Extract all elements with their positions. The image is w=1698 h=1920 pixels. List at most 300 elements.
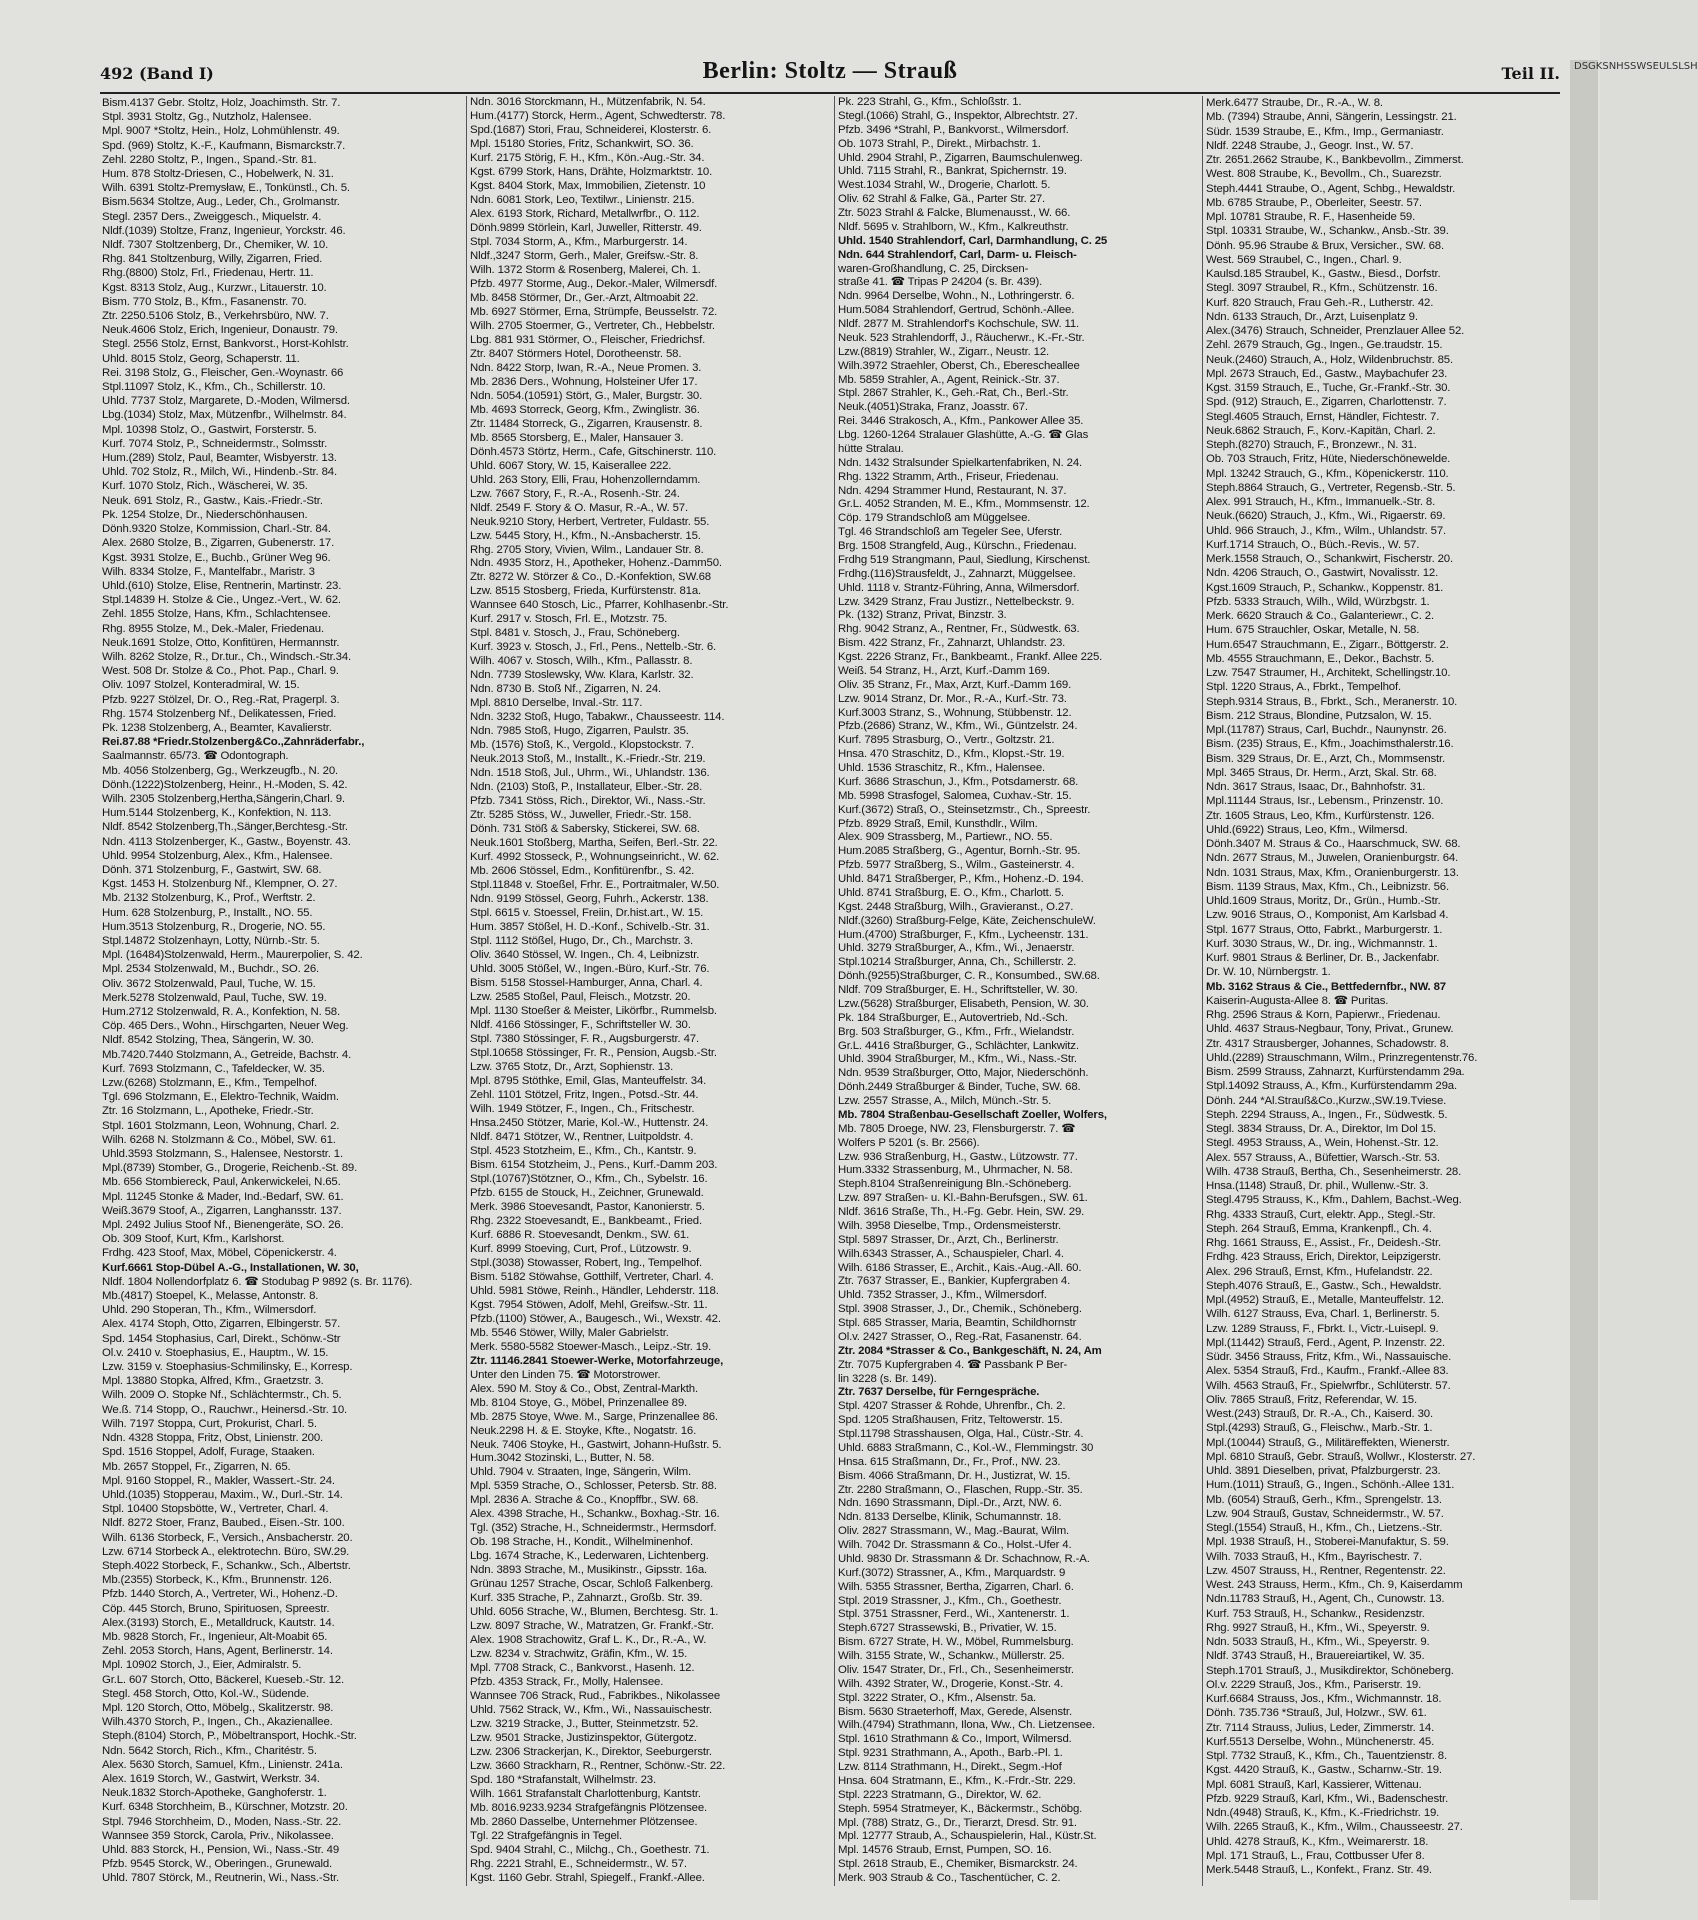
directory-entry: Spd. (969) Stoltz, K.-F., Kaufmann, Bismarckstr.7. bbox=[102, 139, 346, 152]
directory-entry: Dönh. 735.736 *Strauß, Jul, Holzwr., SW. 61. bbox=[1206, 1707, 1427, 1720]
directory-entry: Lzw. 936 Straßenburg, H., Gastw., Lützowstr. 77. bbox=[838, 1150, 1078, 1163]
directory-entry: Stpl.11798 Strasshausen, Olga, Hal., Cüstr.-Str. 4. bbox=[838, 1428, 1084, 1440]
directory-entry: Ztr. 8272 W. Störzer & Co., D.-Konfektion, SW.68 bbox=[470, 571, 711, 584]
directory-entry: Nldf. 8471 Stötzer, W., Rentner, Luitpoldstr. 4. bbox=[470, 1130, 694, 1143]
directory-entry: Kurf. 8999 Stoeving, Curt, Prof., Lützowstr. 9. bbox=[470, 1242, 692, 1255]
directory-entry: Stpl. 5897 Strasser, Dr., Arzt, Ch., Berlinerstr. bbox=[838, 1233, 1059, 1246]
directory-entry: Ndn. 5054.(10591) Stört, G., Maler, Burgstr. 30. bbox=[470, 389, 703, 402]
directory-entry: Oliv. 3640 Stössel, W. Ingen., Ch. 4, Leibnizstr. bbox=[470, 949, 700, 962]
directory-entry: Ndn. 4206 Strauch, O., Gastwirt, Novalisstr. 12. bbox=[1206, 567, 1439, 580]
directory-entry: Cöp. 445 Storch, Bruno, Spirituosen, Spreestr. bbox=[102, 1602, 330, 1615]
column-2 bbox=[470, 96, 832, 1886]
directory-entry: Neuk.1691 Stolze, Otto, Konfitüren, Hermannstr. bbox=[102, 636, 340, 649]
directory-entry: Uhld. 4278 Strauß, K., Kfm., Weimarerstr. 18. bbox=[1206, 1835, 1429, 1848]
directory-entry: Ztr. 11146.2841 Stoewer-Werke, Motorfahrzeuge, bbox=[470, 1354, 724, 1367]
directory-entry: Neuk.(2460) Strauch, A., Holz, Wildenbruchstr. 85. bbox=[1206, 353, 1454, 366]
directory-entry: Pk. 184 Straßburger, E., Autovertrieb, Nd.-Sch. bbox=[838, 1011, 1068, 1024]
directory-entry: Unter den Linden 75. ☎ Motorstrower. bbox=[470, 1368, 661, 1381]
directory-entry: Weiß. 54 Stranz, H., Arzt, Kurf.-Damm 169. bbox=[838, 664, 1050, 677]
directory-entry: Nldf.,3247 Storm, Gerh., Maler, Greifsw.-Str. 8. bbox=[470, 249, 699, 262]
directory-entry: Hum.(4177) Storck, Herm., Agent, Schwedterstr. 78. bbox=[470, 109, 726, 122]
directory-entry: Pfzb. 5977 Straßberg, S., Wilm., Gasteinerstr. 4. bbox=[838, 859, 1075, 872]
directory-entry: Nldf. 8542 Stolzing, Thea, Sängerin, W. 30. bbox=[102, 1034, 314, 1047]
directory-entry: Neuk. 691 Stolz, R., Gastw., Kais.-Friedr.-Str. bbox=[102, 494, 323, 507]
directory-entry: Ndn. (2103) Stoß, P., Installateur, Elber.-Str. 28. bbox=[470, 781, 703, 794]
directory-entry: Lzw. 8097 Strache, W., Matratzen, Gr. Frankf.-Str. bbox=[470, 1620, 714, 1633]
directory-entry: Mb. (1576) Stoß, K., Vergold., Klopstockstr. 7. bbox=[470, 739, 695, 752]
directory-entry: Wilh. 6136 Storbeck, F., Versich., Ansbacherstr. 20. bbox=[102, 1531, 353, 1544]
directory-entry: Dönh.9899 Störlein, Karl, Juweller, Ritterstr. 49. bbox=[470, 221, 702, 234]
directory-entry: Bism. 212 Straus, Blondine, Putzsalon, W. 15. bbox=[1206, 709, 1432, 722]
directory-entry: Wilh. 1661 Strafanstalt Charlottenburg, Kantstr. bbox=[470, 1788, 701, 1801]
directory-entry: Ztr. 7637 Strasser, E., Bankier, Kupfergraben 4. bbox=[838, 1275, 1071, 1288]
directory-entry: Lzw. 8515 Stosberg, Frieda, Kurfürstenstr. 81a. bbox=[470, 585, 702, 598]
directory-entry: Wilh.(4794) Strathmann, Ilona, Ww., Ch. Lietzensee. bbox=[838, 1719, 1095, 1732]
directory-entry: Mpl. 9160 Stoppel, R., Makler, Wassert.-Str. 24. bbox=[102, 1474, 335, 1487]
directory-entry: Uhld. 3891 Dieselben, privat, Pfalzburgerstr. 23. bbox=[1206, 1465, 1441, 1477]
directory-entry: Dönh.(9255)Straßburger, C. R., Konsumbed., SW.68. bbox=[838, 970, 1100, 983]
directory-entry: Ztr. 5285 Stöss, W., Juweller, Friedr.-Str. 158. bbox=[470, 809, 692, 822]
directory-entry: Rhg. 841 Stoltzenburg, Willy, Zigarren, Fried. bbox=[102, 253, 323, 266]
directory-entry: Südr. 3456 Strauss, Fritz, Kfm., Wi., Nassauische. bbox=[1206, 1351, 1452, 1363]
directory-entry: Hum.2085 Straßberg, G., Agentur, Bornh.-Str. 95. bbox=[838, 845, 1081, 858]
directory-entry: Rhg. 9927 Strauß, H., Kfm., Wi., Speyerstr. 9. bbox=[1206, 1621, 1430, 1634]
column-divider bbox=[1202, 96, 1203, 1886]
directory-entry: Ndn. 3016 Storckmann, H., Mützenfabrik, N. 54. bbox=[470, 96, 706, 108]
directory-entry: Mpl. 5359 Strache, O., Schlosser, Petersb. Str. 88. bbox=[470, 1480, 717, 1493]
directory-entry: Alex. 6193 Stork, Richard, Metallwrfbr., O. 112. bbox=[470, 207, 700, 220]
directory-entry: Steph.8104 Straßenreinigung Bln.-Schöneberg. bbox=[838, 1178, 1072, 1191]
directory-entry: Ndn. 6081 Stork, Leo, Textilwr., Linienstr. 215. bbox=[470, 193, 695, 206]
directory-entry: Wannsee 640 Stosch, Lic., Pfarrer, Kohlhasenbr.-Str. bbox=[470, 599, 729, 612]
directory-entry: Rhg. 1661 Strauss, E., Assist., Fr., Deidesh.-Str. bbox=[1206, 1237, 1441, 1249]
directory-entry: Mpl. 6810 Strauß, Gebr. Strauß, Wollwr., Klosterstr. 27. bbox=[1206, 1450, 1476, 1463]
directory-entry: Mb. 6927 Störmer, Erna, Strümpfe, Beusselstr. 72. bbox=[470, 305, 718, 318]
directory-entry: Ndn. 1031 Straus, Max, Kfm., Oranienburgerstr. 13. bbox=[1206, 866, 1459, 879]
directory-entry: Ndn. 1690 Strassmann, Dipl.-Dr., Arzt, NW. 6. bbox=[838, 1497, 1062, 1510]
directory-entry: Uhld.(1035) Stopperau, Maxim., W., Durl.-Str. 14. bbox=[102, 1488, 343, 1501]
directory-entry: Spd.(1687) Stori, Frau, Schneiderei, Klosterstr. 6. bbox=[470, 123, 712, 136]
directory-entry: Lbg. 881 931 Störmer, O., Fleischer, Friedrichsf. bbox=[470, 333, 706, 346]
directory-entry: Nldf. 1804 Nollendorfplatz 6. ☎ Stodubag P 9892 (s. Br. 1176). bbox=[102, 1275, 413, 1288]
directory-entry: Ztr. 4317 Strausberger, Johannes, Schadowstr. 8. bbox=[1206, 1037, 1449, 1050]
directory-entry: Alex.(3476) Strauch, Schneider, Prenzlauer Allee 52. bbox=[1206, 325, 1465, 337]
directory-entry: Pfzb. 5333 Strauch, Wilh., Wild, Würzbgstr. 1. bbox=[1206, 595, 1430, 608]
directory-entry: Mb. 7805 Droege, NW. 23, Flensburgerstr. 7. ☎ bbox=[838, 1122, 1076, 1135]
directory-entry: Wilh. 7033 Strauß, H., Kfm., Bayrischestr. 7. bbox=[1206, 1550, 1423, 1563]
directory-entry: Stpl. 1220 Straus, A., Fbrkt., Tempelhof. bbox=[1206, 681, 1401, 694]
directory-entry: Steph.9314 Straus, B., Fbrkt., Sch., Meranerstr. 10. bbox=[1206, 695, 1458, 708]
directory-entry: Merk. 5580-5582 Stoewer-Masch., Leipz.-Str. 19. bbox=[470, 1340, 712, 1353]
directory-entry: Uhld. 4637 Straus-Negbaur, Tony, Privat., Grunew. bbox=[1206, 1023, 1454, 1036]
directory-entry: Wilh. 2009 O. Stopke Nf., Schlächtermstr., Ch. 5. bbox=[102, 1389, 342, 1402]
directory-entry: Hum. 3857 Stößel, H. D.-Konf., Schivelb.-Str. 31. bbox=[470, 921, 710, 934]
directory-entry: Kurf. 820 Strauch, Frau Geh.-R., Lutherstr. 42. bbox=[1206, 296, 1434, 309]
directory-entry: Uhld. 1118 v. Strantz-Führing, Anna, Wilmersdorf. bbox=[838, 581, 1080, 594]
directory-entry: Kurf. 2175 Störig, F. H., Kfm., Kön.-Aug.-Str. 34. bbox=[470, 151, 705, 164]
directory-entry: Alex. 909 Strassberg, M., Partiewr., NO. 55. bbox=[838, 831, 1053, 844]
directory-entry: Stpl.14872 Stolzenhayn, Lotty, Nürnb.-Str. 5. bbox=[102, 934, 320, 947]
directory-entry: Mpl.(10044) Strauß, G., Militäreffekten, Wienerstr. bbox=[1206, 1436, 1450, 1449]
directory-entry: Hnsa. 604 Stratmann, E., Kfm., K.-Frdr.-Str. 229. bbox=[838, 1774, 1076, 1787]
directory-entry: Wilh. 1949 Stötzer, F., Ingen., Ch., Fritschestr. bbox=[470, 1102, 695, 1115]
directory-entry: Stpl. 8481 v. Stosch, J., Frau, Schöneberg. bbox=[470, 627, 680, 640]
directory-entry: Stpl. 4523 Stotzheim, E., Kfm., Ch., Kantstr. 9. bbox=[470, 1144, 697, 1157]
directory-entry: Stpl.(3038) Stowasser, Robert, Ing., Tempelhof. bbox=[470, 1256, 703, 1269]
directory-entry: Wilh.6343 Strasser, A., Schauspieler, Charl. 4. bbox=[838, 1247, 1064, 1260]
directory-entry: hütte Stralau. bbox=[838, 442, 904, 455]
directory-entry: Spd. 1205 Straßhausen, Fritz, Teltowerstr. 15. bbox=[838, 1414, 1063, 1427]
directory-entry: Stpl. 4207 Strasser & Rohde, Uhrenfbr., Ch. 2. bbox=[838, 1400, 1066, 1413]
directory-entry: Neuk.1832 Storch-Apotheke, Ganghoferstr. 1. bbox=[102, 1787, 327, 1800]
directory-entry: Südr. 1539 Straube, E., Kfm., Imp., Germaniastr. bbox=[1206, 125, 1444, 138]
directory-entry: Ndn. 9199 Stössel, Georg, Fuhrh., Ackerstr. 138. bbox=[470, 893, 709, 906]
directory-entry: Dönh.2449 Straßburger & Binder, Tuche, SW. 68. bbox=[838, 1081, 1081, 1094]
directory-entry: Mpl. 2673 Strauch, Ed., Gastw., Maybachufer 23. bbox=[1206, 367, 1448, 380]
directory-entry: Lzw. 3660 Strackharn, R., Rentner, Schönw.-Str. 22. bbox=[470, 1760, 726, 1773]
directory-entry: Kgst. 3931 Stolze, E., Buchb., Grüner Weg 96. bbox=[102, 551, 331, 564]
directory-entry: Pk. (132) Stranz, Privat, Binzstr. 3. bbox=[838, 609, 1007, 622]
directory-entry: Stpl. 1677 Straus, Otto, Fabrkt., Marburgerstr. 1. bbox=[1206, 923, 1443, 936]
directory-entry: Rhg. 1574 Stolzenberg Nf., Delikatessen, Fried. bbox=[102, 707, 337, 720]
directory-entry: Ztr. 2084 *Strasser & Co., Bankgeschäft, N. 24, Am bbox=[838, 1344, 1102, 1357]
directory-entry: Ndn. 3893 Strache, M., Musikinstr., Gipsstr. 16a. bbox=[470, 1564, 708, 1577]
directory-entry: Mpl. 14576 Straub, Ernst, Pumpen, SO. 16. bbox=[838, 1844, 1052, 1857]
directory-entry: Steph.8864 Strauch, G., Vertreter, Regensb.-Str. 5. bbox=[1206, 481, 1456, 494]
directory-entry: Hum. 878 Stoltz-Driesen, C., Hobelwerk, N. 31. bbox=[102, 168, 334, 181]
directory-entry: Kurf. 6348 Storchheim, B., Kürschner, Motzstr. 20. bbox=[102, 1801, 348, 1814]
directory-entry: Pfzb. 9229 Strauß, Karl, Kfm., Wi., Badenschestr. bbox=[1206, 1792, 1449, 1805]
directory-entry: Wilh. 4067 v. Stosch, Wilh., Kfm., Pallasstr. 8. bbox=[470, 655, 693, 668]
directory-entry: Stpl. 1610 Strathmann & Co., Import, Wilmersd. bbox=[838, 1733, 1072, 1746]
directory-entry: Ndn. 2677 Straus, M., Juwelen, Oranienburgstr. 64. bbox=[1206, 852, 1459, 865]
directory-entry: Lzw. 8114 Strathmann, H., Direkt., Segm.-Hof bbox=[838, 1761, 1062, 1773]
directory-entry: Stpl.11097 Stolz, K., Kfm., Ch., Schillerstr. 10. bbox=[102, 381, 326, 394]
directory-entry: Mb. 3162 Straus & Cie., Bettfedernfbr., NW. 87 bbox=[1206, 980, 1446, 993]
directory-entry: Wilh. 2265 Strauß, K., Kfm., Wilm., Chausseestr. 27. bbox=[1206, 1821, 1463, 1834]
directory-entry: Kurf. 2917 v. Stosch, Frl. E., Motzstr. 75. bbox=[470, 613, 668, 626]
directory-entry: Wilh. 6186 Strasser, E., Archit., Kais.-Aug.-All. 60. bbox=[838, 1261, 1082, 1274]
directory-entry: Lzw. 9016 Straus, O., Komponist, Am Karlsbad 4. bbox=[1206, 909, 1449, 922]
directory-entry: Nldf. 4166 Stössinger, F., Schriftsteller W. 30. bbox=[470, 1018, 691, 1031]
directory-entry: Ndn. 7985 Stoß, Hugo, Zigarren, Paulstr. 35. bbox=[470, 725, 689, 738]
directory-entry: Hnsa. 615 Straßmann, Dr., Fr., Prof., NW. 23. bbox=[838, 1455, 1061, 1468]
directory-entry: Rei.87.88 *Friedr.Stolzenberg&Co.,Zahnräderfabr., bbox=[102, 736, 365, 749]
directory-entry: Ndn. 5033 Strauß, H., Kfm., Wi., Speyerstr. 9. bbox=[1206, 1636, 1430, 1648]
directory-entry: waren-Großhandlung, C. 25, Dircksen- bbox=[838, 262, 1029, 275]
directory-entry: Mb. 2875 Stoye, Wwe. M., Sarge, Prinzenallee 86. bbox=[470, 1410, 718, 1423]
directory-entry: Pfzb. 4353 Strack, Fr., Molly, Halensee. bbox=[470, 1676, 664, 1689]
directory-entry: Uhld. 6056 Strache, W., Blumen, Berchtesg. Str. 1. bbox=[470, 1606, 719, 1619]
directory-entry: Ndn. 9539 Straßburger, Otto, Major, Niederschönh. bbox=[838, 1067, 1089, 1080]
directory-entry: Lzw. 3429 Stranz, Frau Justizr., Nettelbeckstr. 9. bbox=[838, 595, 1075, 608]
directory-entry: Ztr. 7114 Strauss, Julius, Leder, Zimmerstr. 14. bbox=[1206, 1721, 1435, 1734]
directory-entry: Mb. 4693 Storreck, Georg, Kfm., Zwinglistr. 36. bbox=[470, 403, 700, 416]
directory-entry: Mpl.(11442) Strauß, Ferd., Agent, P. Inzenstr. 22. bbox=[1206, 1336, 1446, 1349]
directory-entry: Lzw. 6714 Storbeck A., elektrotechn. Büro, SW.29. bbox=[102, 1545, 350, 1558]
directory-entry: Stpl. 7034 Storm, A., Kfm., Marburgerstr. 14. bbox=[470, 235, 688, 248]
directory-entry: Ndn. 4294 Strammer Hund, Restaurant, N. 37. bbox=[838, 484, 1067, 497]
directory-entry: Bism.4137 Gebr. Stoltz, Holz, Joachimsth. Str. 7. bbox=[102, 97, 341, 109]
directory-entry: Gr.L. 607 Storch, Otto, Bäckerel, Kueseb.-Str. 12. bbox=[102, 1673, 344, 1686]
directory-entry: Stpl. 3931 Stoltz, Gg., Nutzholz, Halensee. bbox=[102, 111, 312, 124]
directory-entry: Nldf. 7307 Stoltzenberg, Dr., Chemiker, W. 10. bbox=[102, 239, 329, 252]
directory-entry: Stpl.14092 Strauss, A., Kfm., Kurfürstendamm 29a. bbox=[1206, 1080, 1457, 1093]
directory-entry: Oliv. 7865 Strauß, Fritz, Referendar, W. 15. bbox=[1206, 1393, 1417, 1406]
directory-entry: Kurf.6661 Stop-Dübel A.-G., Installationen, W. 30, bbox=[102, 1261, 359, 1274]
directory-entry: Merk.5448 Strauß, L., Konfekt., Franz. Str. 49. bbox=[1206, 1864, 1432, 1876]
directory-entry: Ndn. 4328 Stoppa, Fritz, Obst, Linienstr. 200. bbox=[102, 1432, 324, 1445]
directory-entry: Uhld. 9954 Stolzenburg, Alex., Kfm., Halensee. bbox=[102, 849, 333, 862]
directory-entry: Zehl. 2679 Strauch, Gg., Ingen., Ge.traudstr. 15. bbox=[1206, 339, 1443, 352]
directory-entry: Cöp. 465 Ders., Wohn., Hirschgarten, Neuer Weg. bbox=[102, 1020, 349, 1033]
directory-entry: Mb. 5546 Stöwer, Willy, Maler Gabrielstr. bbox=[470, 1326, 669, 1339]
directory-entry: Lzw. 2557 Strasse, A., Milch, Münch.-Str. 5. bbox=[838, 1095, 1052, 1107]
directory-entry: Dönh. 95.96 Straube & Brux, Versicher., SW. 68. bbox=[1206, 239, 1444, 252]
directory-entry: Tgl. 46 Strandschloß am Tegeler See, Uferstr. bbox=[838, 526, 1063, 539]
directory-entry: Lzw.(6268) Stolzmann, E., Kfm., Tempelhof. bbox=[102, 1077, 318, 1090]
directory-entry: Mpl. 1938 Strauß, H., Stoberei-Manufaktur, S. 59. bbox=[1206, 1536, 1449, 1549]
directory-entry: Kurf. 7895 Strasburg, O., Vertr., Goltzstr. 21. bbox=[838, 734, 1055, 747]
directory-entry: Hum.(1011) Strauß, G., Ingen., Schönh.-Allee 131. bbox=[1206, 1479, 1455, 1492]
header-rule bbox=[100, 92, 1560, 94]
directory-entry: Bism. (235) Straus, E., Kfm., Joachimsthalerstr.16. bbox=[1206, 738, 1454, 751]
directory-entry: Dönh. 244 *Al.Strauß&Co.,Kurzw.,SW.19.Tviese. bbox=[1206, 1094, 1447, 1107]
directory-entry: Ndn. 644 Strahlendorf, Carl, Darm- u. Fleisch- bbox=[838, 248, 1077, 261]
directory-entry: Pfzb.(2686) Stranz, W., Kfm., Wi., Güntzelstr. 24. bbox=[838, 720, 1078, 733]
directory-entry: Bism.5634 Stoltze, Aug., Leder, Ch., Grolmanstr. bbox=[102, 196, 340, 209]
directory-entry: Alex. 4398 Strache, H., Schankw., Boxhag.-Str. 16. bbox=[470, 1508, 720, 1521]
directory-entry: Lzw.(8819) Strahler, W., Zigarr., Neustr. 12. bbox=[838, 345, 1050, 358]
directory-entry: West.1034 Strahl, W., Drogerie, Charlott. 5. bbox=[838, 179, 1051, 192]
directory-entry: Spd. 1454 Stophasius, Carl, Direkt., Schönw.-Str bbox=[102, 1332, 341, 1345]
directory-entry: Kgst. 7954 Stöwen, Adolf, Mehl, Greifsw.-Str. 11. bbox=[470, 1298, 708, 1311]
part-label: Teil II. bbox=[1501, 64, 1560, 83]
directory-entry: Lzw. 3159 v. Stoephasius-Schmilinsky, E., Korresp. bbox=[102, 1361, 353, 1374]
directory-entry: Neuk. 7406 Stoyke, H., Gastwirt, Johann-Hußstr. 5. bbox=[470, 1438, 722, 1451]
directory-entry: We.ß. 714 Stopp, O., Rauchwr., Heinersd.-Str. 10. bbox=[102, 1403, 348, 1416]
directory-entry: Rhg. 2705 Story, Vivien, Wilm., Landauer Str. 8. bbox=[470, 543, 704, 556]
directory-entry: Steph.(8270) Strauch, F., Bronzewr., N. 31. bbox=[1206, 439, 1417, 451]
directory-entry: Kurf. 3923 v. Stosch, J., Frl., Pens., Nettelb.-Str. 6. bbox=[470, 641, 717, 654]
directory-entry: Lzw. 904 Strauß, Gustav, Schneidermstr., W. 57. bbox=[1206, 1507, 1444, 1520]
directory-entry: Mpl.(4952) Strauß, E., Metalle, Manteuffelstr. 12. bbox=[1206, 1294, 1444, 1306]
directory-entry: Mpl. (788) Stratz, G., Dr., Tierarzt, Dresd. Str. 91. bbox=[838, 1816, 1077, 1829]
directory-entry: Stpl. 2019 Strassner, J., Kfm., Ch., Goethestr. bbox=[838, 1594, 1062, 1607]
directory-entry: Uhld. 290 Stoperan, Th., Kfm., Wilmersdorf. bbox=[102, 1304, 317, 1317]
directory-entry: Tgl. 22 Strafgefängnis in Tegel. bbox=[470, 1830, 623, 1843]
directory-entry: Mb. (7394) Straube, Anni, Sängerin, Lessingstr. 21. bbox=[1206, 111, 1457, 124]
directory-entry: Bism. 5630 Straeterhoff, Max, Gerede, Alsenstr. bbox=[838, 1705, 1072, 1718]
directory-entry: Stpl. 3908 Strasser, J., Dr., Chemik., Schöneberg. bbox=[838, 1303, 1082, 1316]
directory-entry: Kgst. 2226 Stranz, Fr., Bankbeamt., Frankf. Allee 225. bbox=[838, 651, 1103, 663]
directory-entry: Hum.(4700) Straßburger, F., Kfm., Lycheenstr. 131. bbox=[838, 928, 1089, 941]
directory-entry: Alex. 5630 Storch, Samuel, Kfm., Linienstr. 241a. bbox=[102, 1758, 343, 1771]
directory-entry: Alex. 991 Strauch, H., Kfm., Immanuelk.-Str. 8. bbox=[1206, 496, 1436, 508]
directory-entry: Ndn. 8422 Storp, Iwan, R.-A., Neue Promen. 3. bbox=[470, 361, 702, 374]
directory-entry: Rhg. 2221 Strahl, E., Schneidermstr., W. 57. bbox=[470, 1858, 687, 1871]
directory-entry: Kgst. 1453 H. Stolzenburg Nf., Klempner, O. 27. bbox=[102, 878, 338, 891]
directory-entry: Kurf.6684 Strauss, Jos., Kfm., Wichmannstr. 18. bbox=[1206, 1693, 1442, 1705]
directory-entry: Pk. 1254 Stolze, Dr., Niederschönhausen. bbox=[102, 508, 308, 521]
directory-entry: Mb.(4817) Stoepel, K., Melasse, Antonstr. 8. bbox=[102, 1290, 319, 1303]
directory-entry: Mb. 8016.9233.9234 Strafgefängnis Plötzensee. bbox=[470, 1802, 708, 1815]
directory-entry: Kurf. 1070 Stolz, Rich., Wäscherei, W. 35. bbox=[102, 480, 308, 493]
directory-entry: Merk. 903 Straub & Co., Taschentücher, C. 2. bbox=[838, 1872, 1061, 1884]
directory-entry: Uhld. 6067 Story, W. 15, Kaiserallee 222. bbox=[470, 459, 672, 472]
directory-entry: Steph.6727 Strassewski, B., Privatier, W. 15. bbox=[838, 1622, 1057, 1635]
directory-entry: Dönh.(1222)Stolzenberg, Heinr., H.-Moden, S. 42. bbox=[102, 778, 348, 791]
directory-entry: Mpl. (16484)Stolzenwald, Herm., Maurerpolier, S. 42. bbox=[102, 949, 363, 962]
directory-entry: Hum.(289) Stolz, Paul, Beamter, Wisbyerstr. 13. bbox=[102, 452, 337, 465]
directory-entry: Kurf.3003 Stranz, S., Wohnung, Stübbenstr. 12. bbox=[838, 706, 1072, 719]
directory-entry: Pfzb. 3496 *Strahl, P., Bankvorst., Wilmersdorf. bbox=[838, 123, 1069, 136]
directory-entry: Uhld. 263 Story, Elli, Frau, Hohenzollerndamm. bbox=[470, 473, 701, 486]
directory-entry: Stpl. 3222 Strater, O., Kfm., Alsenstr. 5a. bbox=[838, 1691, 1037, 1704]
directory-entry: Hum.3042 Stozinski, L., Butter, N. 58. bbox=[470, 1452, 655, 1465]
directory-entry: Uhld.(2289) Strauschmann, Wilm., Prinzregentenstr.76. bbox=[1206, 1051, 1478, 1064]
directory-entry: Hum.3513 Stolzenburg, R., Drogerie, NO. 55. bbox=[102, 920, 326, 933]
directory-entry: West. 569 Straubel, C., Ingen., Charl. 9. bbox=[1206, 253, 1402, 266]
directory-entry: Tgl. (352) Strache, H., Schneidermstr., Hermsdorf. bbox=[470, 1522, 717, 1535]
directory-entry: Mpl.(8739) Stomber, G., Drogerie, Reichenb.-St. 89. bbox=[102, 1162, 358, 1175]
directory-entry: Rei. 3198 Stolz, G., Fleischer, Gen.-Woynastr. 66 bbox=[102, 366, 344, 379]
directory-entry: Nldf. 2549 F. Story & O. Masur, R.-A., W. 57. bbox=[470, 501, 688, 514]
directory-entry: Steph.(8104) Storch, P., Möbeltransport, Hochk.-Str. bbox=[102, 1730, 357, 1743]
directory-entry: Dönh.3407 M. Straus & Co., Haarschmuck, SW. 68. bbox=[1206, 838, 1461, 850]
directory-entry: Ndn.(4948) Strauß, K., Kfm., K.-Friedrichstr. 19. bbox=[1206, 1807, 1440, 1819]
directory-entry: Ztr. 2651.2662 Straube, K., Bankbevollm., Zimmerst. bbox=[1206, 154, 1464, 166]
directory-entry: Rhg.(8800) Stolz, Frl., Friedenau, Hertr. 11. bbox=[102, 267, 314, 280]
directory-entry: Ndn. 3617 Straus, Isaac, Dr., Bahnhofstr. 31. bbox=[1206, 781, 1426, 793]
directory-entry: Nldf. 5695 v. Strahlborn, W., Kfm., Kalkreuthstr. bbox=[838, 220, 1069, 233]
directory-entry: Mpl. 8810 Derselbe, Inval.-Str. 117. bbox=[470, 697, 643, 710]
directory-entry: Grünau 1257 Strache, Oscar, Schloß Falkenberg. bbox=[470, 1578, 714, 1591]
directory-entry: Wilh. 8334 Stolze, F., Mantelfabr., Maristr. 3 bbox=[102, 565, 315, 578]
directory-entry: Pfzb. 9545 Storck, W., Oberingen., Grunewald. bbox=[102, 1858, 333, 1871]
column-4 bbox=[1206, 96, 1562, 1886]
directory-entry: Stpl. 9231 Strathmann, A., Apoth., Barb.-Pl. 1. bbox=[838, 1747, 1063, 1760]
directory-entry: Oliv. 2827 Strassmann, W., Mag.-Baurat, Wilm. bbox=[838, 1525, 1070, 1538]
column-1 bbox=[102, 96, 462, 1886]
directory-entry: Mpl. 11245 Stonke & Mader, Ind.-Bedarf, SW. 61. bbox=[102, 1190, 344, 1203]
directory-entry: Mpl. 120 Storch, Otto, Möbelg., Skalitzerstr. 98. bbox=[102, 1701, 334, 1714]
directory-entry: Stegl. 3834 Strauss, Dr. A., Direktor, Im Dol 15. bbox=[1206, 1123, 1437, 1135]
directory-entry: Mb.(2355) Storbeck, K., Kfm., Brunnenstr. 126. bbox=[102, 1574, 332, 1587]
directory-entry: Pfzb.(1100) Stöwer, A., Baugesch., Wi., Wexstr. 42. bbox=[470, 1312, 721, 1325]
directory-entry: Ob. 198 Strache, H., Kondit., Wilhelminenhof. bbox=[470, 1536, 694, 1549]
directory-entry: Lzw. 1289 Strauss, F., Fbrkt. I., Victr.-Luisepl. 9. bbox=[1206, 1322, 1439, 1335]
directory-entry: Ztr. 16 Stolzmann, L., Apotheke, Friedr.-Str. bbox=[102, 1105, 314, 1118]
directory-entry: Hum.5144 Stolzenberg, K., Konfektion, N. 113. bbox=[102, 807, 332, 820]
directory-entry: Ob. 703 Strauch, Fritz, Hüte, Niederschönewelde. bbox=[1206, 453, 1451, 466]
directory-entry: Rhg. 2596 Straus & Korn, Papierwr., Friedenau. bbox=[1206, 1009, 1441, 1021]
directory-entry: Kgst. 2448 Straßburg, Wilh., Gravieranst., O.27. bbox=[838, 900, 1074, 913]
directory-entry: Rhg. 8955 Stolze, M., Dek.-Maler, Friedenau. bbox=[102, 622, 324, 635]
directory-entry: Gr.L. 4416 Straßburger, G., Schlächter, Lankwitz. bbox=[838, 1039, 1079, 1052]
directory-entry: Dr. W. 10, Nürnbergstr. 1. bbox=[1206, 966, 1331, 979]
directory-entry: Wilh. 6268 N. Stolzmann & Co., Möbel, SW. 61. bbox=[102, 1133, 336, 1146]
directory-entry: Mb. 5998 Strasfogel, Salomea, Cuxhav.-Str. 15. bbox=[838, 789, 1072, 802]
directory-entry: Neuk.1601 Stoßberg, Martha, Seifen, Berl.-Str. 22. bbox=[470, 837, 718, 850]
directory-entry: Ztr. 8407 Störmers Hotel, Dorotheenstr. 58. bbox=[470, 347, 682, 360]
directory-entry: Mpl. 6081 Strauß, Karl, Kassierer, Wittenau. bbox=[1206, 1778, 1422, 1791]
directory-entry: Stpl. 3751 Strassner, Ferd., Wi., Xantenerstr. 1. bbox=[838, 1608, 1070, 1621]
directory-entry: Mb. 8458 Störmer, Dr., Ger.-Arzt, Altmoabit 22. bbox=[470, 291, 699, 304]
directory-entry: Mb. (6054) Strauß, Gerh., Kfm., Sprengelstr. 13. bbox=[1206, 1493, 1442, 1506]
directory-entry: Steph.4441 Straube, O., Agent, Schbg., Hewaldstr. bbox=[1206, 182, 1456, 195]
directory-entry: Uhld. 7115 Strahl, R., Bankrat, Spichernstr. 19. bbox=[838, 165, 1067, 178]
directory-entry: Pfzb. 6155 de Stouck, H., Zeichner, Grunewald. bbox=[470, 1186, 704, 1199]
directory-entry: West. 508 Dr. Stolze & Co., Phot. Pap., Charl. 9. bbox=[102, 665, 339, 678]
directory-entry: Lzw. 8234 v. Strachwitz, Gräfin, Kfm., W. 15. bbox=[470, 1648, 688, 1661]
directory-entry: Kgst. 8404 Stork, Max, Immobilien, Zietenstr. 10 bbox=[470, 179, 706, 192]
directory-entry: Rhg. 9042 Stranz, A., Rentner, Fr., Südwestk. 63. bbox=[838, 623, 1080, 636]
directory-entry: Mpl. 12777 Straub, A., Schauspielerin, Hal., Küstr.St. bbox=[838, 1830, 1097, 1843]
directory-entry: Pk. 1238 Stolzenberg, A., Beamter, Kavalierstr. bbox=[102, 721, 332, 734]
directory-entry: Wilh. 3958 Dieselbe, Tmp., Ordensmeisterstr. bbox=[838, 1219, 1061, 1232]
directory-entry: Rhg. 2322 Stoevesandt, E., Bankbeamt., Fried. bbox=[470, 1214, 702, 1227]
directory-entry: Bism. 2599 Strauss, Zahnarzt, Kurfürstendamm 29a. bbox=[1206, 1066, 1465, 1078]
directory-entry: Wilh.3972 Straehler, Oberst, Ch., Eberescheallee bbox=[838, 359, 1080, 372]
directory-entry: Wilh. 7042 Dr. Strassmann & Co., Holst.-Ufer 4. bbox=[838, 1539, 1072, 1551]
directory-entry: Mpl. 2492 Julius Stoof Nf., Bienengeräte, SO. 26. bbox=[102, 1219, 344, 1232]
directory-entry: West. 243 Strauss, Herm., Kfm., Ch. 9, Kaiserdamm bbox=[1206, 1579, 1463, 1591]
directory-entry: Zehl. 2280 Stoltz, P., Ingen., Spand.-Str. 81. bbox=[102, 153, 317, 166]
directory-entry: Bism. 1139 Straus, Max, Kfm., Ch., Leibnizstr. 56. bbox=[1206, 880, 1449, 893]
directory-entry: Pfzb. 7341 Stöss, Rich., Direktor, Wi., Nass.-Str. bbox=[470, 795, 706, 808]
directory-entry: Uhld.(610) Stolze, Elise, Rentnerin, Martinstr. 23. bbox=[102, 579, 342, 592]
directory-entry: Mpl. 1130 Stoeßer & Meister, Likörfbr., Rummelsb. bbox=[470, 1004, 717, 1017]
directory-entry: Steph. 2294 Strauss, A., Ingen., Fr., Südwestk. 5. bbox=[1206, 1108, 1448, 1121]
directory-entry: Stpl.14839 H. Stolze & Cie., Ungez.-Vert., W. 62. bbox=[102, 594, 341, 607]
directory-entry: Ztr. 1605 Straus, Leo, Kfm., Kurfürstenstr. 126. bbox=[1206, 809, 1435, 822]
directory-entry: Kaulsd.185 Straubel, K., Gastw., Biesd., Dorfstr. bbox=[1206, 268, 1441, 280]
directory-entry: Wannsee 706 Strack, Rud., Fabrikbes., Nikolassee bbox=[470, 1690, 721, 1703]
directory-entry: Kurf. 3030 Straus, W., Dr. ing., Wichmannstr. 1. bbox=[1206, 937, 1438, 950]
directory-entry: Kgst. 8313 Stolz, Aug., Kurzwr., Litauerstr. 10. bbox=[102, 281, 327, 294]
directory-entry: Kurf. 9801 Straus & Berliner, Dr. B., Jackenfabr. bbox=[1206, 952, 1440, 964]
directory-entry: Mb. 2836 Ders., Wohnung, Holsteiner Ufer 17. bbox=[470, 375, 698, 388]
directory-entry: Wilh. 1372 Storm & Rosenberg, Malerei, Ch. 1. bbox=[470, 263, 701, 276]
directory-entry: Ndn. 4113 Stolzenberger, K., Gastw., Boyenstr. 43. bbox=[102, 835, 351, 848]
directory-entry: Ol.v. 2427 Strasser, O., Reg.-Rat, Fasanenstr. 64. bbox=[838, 1330, 1082, 1343]
directory-entry: Mb. 2860 Dasselbe, Unternehmer Plötzensee. bbox=[470, 1816, 698, 1829]
directory-entry: Alex. 5354 Strauß, Frd., Kaufm., Frankf.-Allee 83. bbox=[1206, 1365, 1449, 1378]
directory-entry: Ndn. 5642 Storch, Rich., Kfm., Charitéstr. 5. bbox=[102, 1744, 317, 1757]
directory-entry: Kurf.1714 Strauch, O., Büch.-Revis., W. 57. bbox=[1206, 538, 1420, 551]
directory-entry: West.(243) Strauß, Dr. R.-A., Ch., Kaiserd. 30. bbox=[1206, 1408, 1433, 1420]
directory-entry: Stpl. 1601 Stolzmann, Leon, Wohnung, Charl. 2. bbox=[102, 1119, 340, 1132]
directory-entry: Lzw. 5445 Story, H., Kfm., N.-Ansbacherstr. 15. bbox=[470, 529, 701, 542]
directory-entry: Neuk.(6620) Strauch, J., Kfm., Wi., Rigaerstr. 69. bbox=[1206, 510, 1446, 523]
directory-entry: Uhld. 883 Storck, H., Pension, Wi., Nass.-Str. 49 bbox=[102, 1843, 340, 1856]
directory-entry: Uhld. 1540 Strahlendorf, Carl, Darmhandlung, C. 25 bbox=[838, 234, 1108, 247]
directory-entry: Ztr. 5023 Strahl & Falcke, Blumenausst., W. 66. bbox=[838, 207, 1071, 219]
directory-entry: Kurf. 7074 Stolz, P., Schneidermstr., Solmsstr. bbox=[102, 437, 328, 450]
directory-entry: Uhld. 702 Stolz, R., Milch, Wi., Hindenb.-Str. 84. bbox=[102, 466, 337, 479]
directory-entry: Hnsa.(1148) Strauß, Dr. phil., Wullenw.-Str. 3. bbox=[1206, 1180, 1429, 1192]
directory-entry: straße 41. ☎ Tripas P 24204 (s. Br. 439). bbox=[838, 276, 1043, 289]
column-3 bbox=[838, 96, 1200, 1886]
column-divider bbox=[834, 96, 835, 1886]
directory-entry: Hum.3332 Strassenburg, M., Uhrmacher, N. 58. bbox=[838, 1164, 1073, 1177]
directory-entry: Merk. 3986 Stoevesandt, Pastor, Kanonierstr. 5. bbox=[470, 1200, 705, 1213]
directory-entry: Brg. 1508 Strangfeld, Aug., Kürschn., Friedenau. bbox=[838, 540, 1077, 552]
directory-entry: Pfzb. 4977 Storme, Aug., Dekor.-Maler, Wilmersdf. bbox=[470, 277, 718, 290]
directory-entry: Mpl. 171 Strauß, L., Frau, Cottbusser Ufer 8. bbox=[1206, 1849, 1425, 1862]
directory-entry: Mpl. 10781 Straube, R. F., Hasenheide 59. bbox=[1206, 211, 1416, 223]
